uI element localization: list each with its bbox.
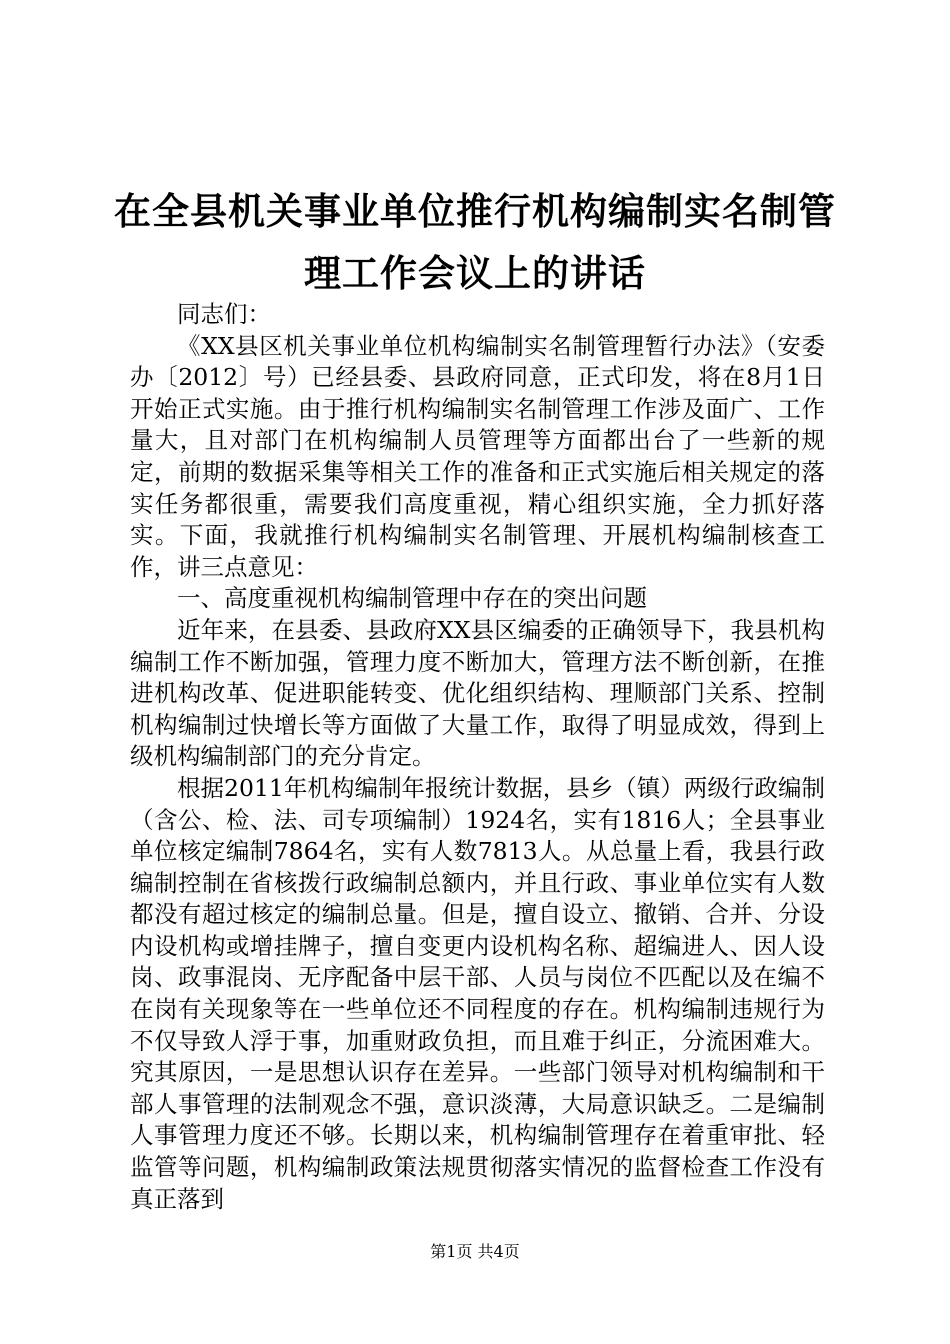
document-body (130, 299, 825, 1215)
paragraph: 《XX县区机关事业单位机构编制实名制管理暂行办法》（安委办〔2012〕号）已经县委、县政府同意，正式印发，将在8月1日开始正式实施。由于推行机构编制实名制管理工作涉及面广、工作量大，且对部门在机构编制人员管理等方面都出台了一些新的规定，前期的数据采集等相关工作的准备和正式实施后相关规定的落实任务都很重，需要我们高度重视，精心组织实施，全力抓好落实。下面，我就推行机构编制实名制管理、开展机构编制核查工作，讲三点意见： (130, 331, 825, 581)
paragraph: 近年来，在县委、县政府XX县区编委的正确领导下，我县机构编制工作不断加强，管理力度不断加大，管理方法不断创新，在推进机构改革、促进职能转变、优化组织结构、理顺部门关系、控制机构编制过快增长等方面做了大量工作，取得了明显成效，得到上级机构编制部门的充分肯定。 (130, 615, 825, 771)
section-heading: 一、高度重视机构编制管理中存在的突出问题 (177, 584, 647, 613)
page-number-footer: 第1页 共4页 (430, 1242, 520, 1261)
document-title: 在全县机关事业单位推行机构编制实名制管理工作会议上的讲话 (114, 189, 836, 295)
paragraph: 根据2011年机构编制年报统计数据，县乡（镇）两级行政编制（含公、检、法、司专项编制）1924名，实有1816人；全县事业单位核定编制7864名，实有人数7813人。从总量上看，我县行政编制控制在省核拨行政编制总额内，并且行政、事业单位实有人数都没有超过核定的编制总量。但是，擅自设立、撤销、合并、分设内设机构或增挂牌子，擅自变更内设机构名称、超编进人、因人设岗、政事混岗、无序配备中层干部、人员与岗位不匹配以及在编不在岗有关现象等在一些单位还不同程度的存在。机构编制违规行为不仅导致人浮于事，加重财政负担，而且难于纠正，分流困难大。究其原因，一是思想认识存在差异。一些部门领导对机构编制和干部人事管理的法制观念不强，意识淡薄，大局意识缺乏。二是编制人事管理力度还不够。长期以来，机构编制管理存在着重审批、轻监管等问题，机构编制政策法规贯彻落实情况的监督检查工作没有真正落到 (130, 773, 825, 1213)
salutation: 同志们： (177, 300, 271, 328)
